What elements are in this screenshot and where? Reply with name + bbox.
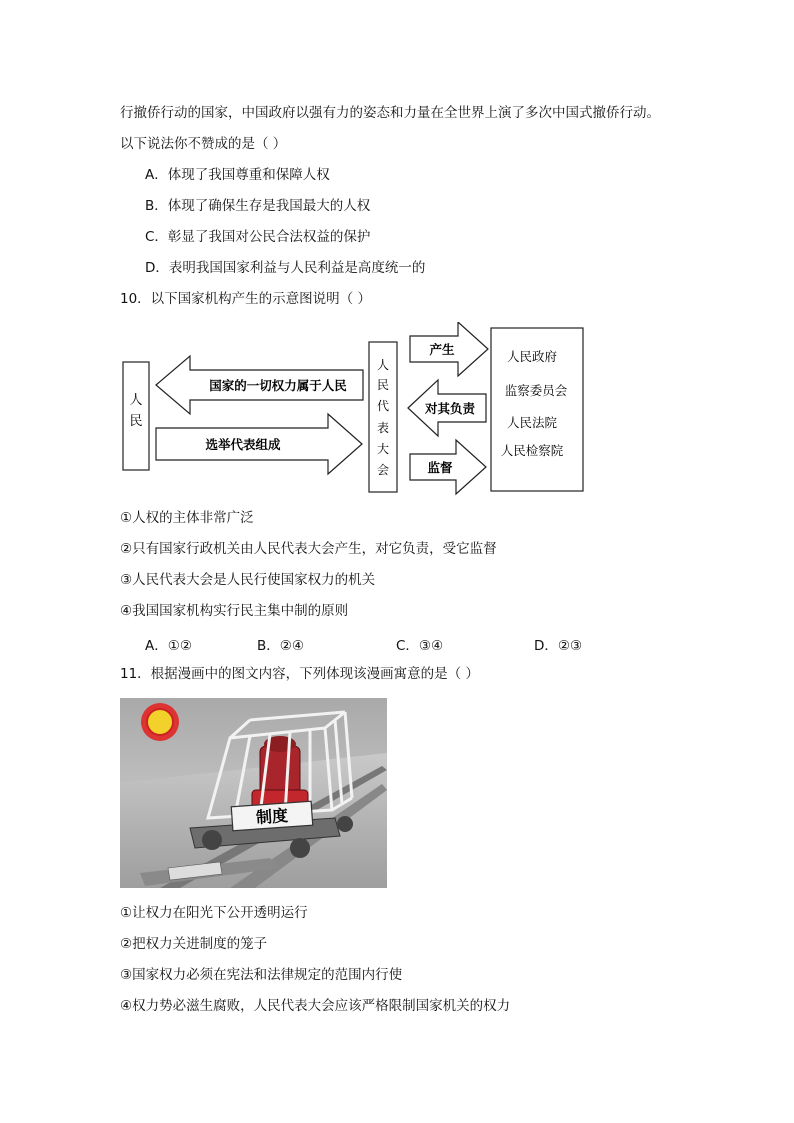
npc-char-2: 民 — [376, 378, 390, 392]
q9-option-d: D．表明我国国家利益与人民利益是高度统一的 — [145, 260, 426, 276]
q10-choice-d: D．②③ — [534, 638, 583, 654]
q11-statement-3: ③国家权力必须在宪法和法律规定的范围内行使 — [120, 967, 403, 983]
npc-char-6: 会 — [376, 463, 390, 477]
q10-statement-4: ④我国国家机构实行民主集中制的原则 — [120, 603, 349, 619]
people-box — [123, 362, 149, 470]
organ-procuratorate: 人民检察院 — [500, 443, 564, 458]
q9-option-c: C．彰显了我国对公民合法权益的保护 — [145, 229, 371, 245]
organ-court: 人民法院 — [506, 415, 558, 430]
arrow-responsible — [408, 380, 486, 436]
q9-option-b: B．体现了确保生存是我国最大的人权 — [145, 198, 371, 214]
npc-char-1: 人 — [376, 358, 390, 372]
q11-statement-2: ②把权力关进制度的笼子 — [120, 936, 268, 952]
q10-choice-b: B．②④ — [257, 638, 304, 654]
npc-box — [369, 342, 397, 492]
intro-line-1: 行撤侨行动的国家，中国政府以强有力的姿态和力量在全世界上演了多次中国式撤侨行动。 — [120, 105, 660, 121]
state-organs-box — [491, 328, 583, 491]
npc-char-5: 大 — [376, 442, 390, 456]
q10-choice-c: C．③④ — [396, 638, 444, 654]
arrow-produce-label: 产生 — [429, 342, 455, 357]
cart-label: 制度 — [255, 805, 289, 828]
question-10-stem: 10．以下国家机构产生的示意图说明（ ） — [120, 291, 371, 307]
state-organs-diagram — [118, 322, 588, 502]
arrow-produce — [410, 322, 488, 376]
npc-char-4: 表 — [376, 421, 390, 435]
arrow-elect-representatives — [156, 414, 362, 474]
organ-supervisory-commission: 监察委员会 — [504, 383, 568, 398]
arrow-right-label: 选举代表组成 — [205, 437, 281, 452]
question-9-stem: 以下说法你不赞成的是（ ） — [120, 136, 287, 152]
arrow-responsible-label: 对其负责 — [424, 401, 476, 416]
q11-statement-1: ①让权力在阳光下公开透明运行 — [120, 905, 308, 921]
people-char-2: 民 — [129, 414, 143, 429]
q11-statement-4: ④权力势必滋生腐败，人民代表大会应该严格限制国家机关的权力 — [120, 998, 511, 1014]
q10-statement-1: ①人权的主体非常广泛 — [120, 510, 254, 526]
arrow-supervise — [410, 440, 486, 494]
organ-government: 人民政府 — [506, 349, 558, 364]
arrow-left-label: 国家的一切权力属于人民 — [209, 378, 347, 393]
q9-option-a: A．体现了我国尊重和保障人权 — [145, 167, 330, 183]
cartoon-power-in-cage — [120, 698, 387, 888]
arrow-power-belongs-to-people — [156, 356, 363, 414]
q10-choices — [145, 634, 605, 652]
npc-char-3: 代 — [376, 399, 390, 413]
sun-icon — [141, 703, 179, 741]
people-char-1: 人 — [129, 393, 143, 408]
q10-choice-a: A．①② — [145, 638, 192, 654]
arrow-supervise-label: 监督 — [427, 460, 453, 475]
question-11-stem: 11．根据漫画中的图文内容，下列体现该漫画寓意的是（ ） — [120, 666, 479, 682]
q10-statement-2: ②只有国家行政机关由人民代表大会产生，对它负责，受它监督 — [120, 541, 497, 557]
q10-statement-3: ③人民代表大会是人民行使国家权力的机关 — [120, 572, 376, 588]
